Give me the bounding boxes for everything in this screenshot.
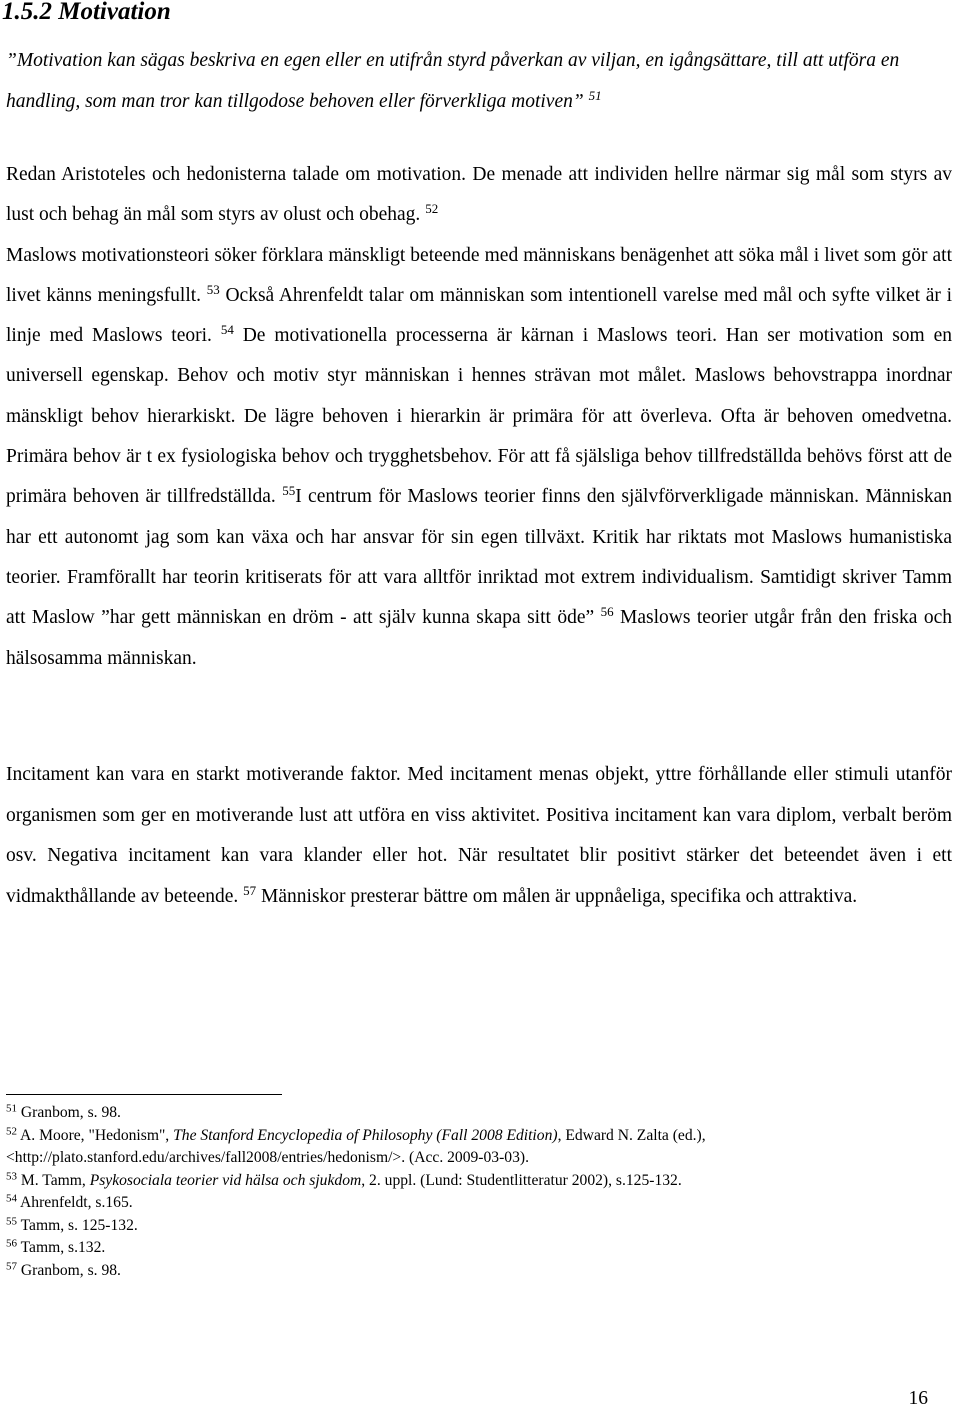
footnote-text: Tamm, s. 125-132. xyxy=(20,1216,138,1234)
footnote-ref-55[interactable]: 55 xyxy=(282,483,296,499)
footnote-ref-56[interactable]: 56 xyxy=(600,604,614,620)
footnote-number: 53 xyxy=(6,1170,17,1182)
footnote-number: 57 xyxy=(6,1260,17,1272)
footnote-text: Granbom, s. 98. xyxy=(20,1261,121,1279)
paragraph-incitament xyxy=(6,755,952,917)
footnote-number: 56 xyxy=(6,1237,17,1250)
footnote-text: Tamm, s.132. xyxy=(20,1239,106,1256)
paragraph-text: Incitament kan vara en starkt motiverande faktor. Med incitament menas objekt, yttre förhållande eller stimuli utanför organismen som ger en motiverande lust att utföra en viss aktivitet. Positiva incitament kan vara diplom, verbalt beröm osv. Negativa incitament kan vara klander eller hot. När resultatet blir positivt stärker det beteendet även i ett vidmakthållande av beteende. xyxy=(6,764,952,907)
paragraph-text: I centrum för Maslows teorier finns den självförverkligade människan. Människan har ett autonomt jag som kan växa och har ansvar för sin egen tillväxt. Kritik har riktats mot Maslows humanistiska teorier. Framförallt har teorin kritiserats för att vara alltför inriktad mot extrem individualism. Samtidigt skriver Tamm att Maslow ”har gett människan en dröm - att själv kunna skapa sitt öde” xyxy=(6,486,952,629)
footnote-51 xyxy=(6,1102,952,1125)
footnote-ref-52[interactable]: 52 xyxy=(425,201,439,217)
footnote-text: , Edward N. Zalta (ed.), xyxy=(557,1126,706,1144)
footnote-text: , 2. uppl. (Lund: Studentlitteratur 2002), s.125-132. xyxy=(361,1171,682,1189)
definition-quote xyxy=(6,40,951,122)
paragraph-text: Människor presterar bättre om målen är uppnåeliga, specifika och attraktiva. xyxy=(261,885,858,907)
footnote-title: Psykosociala teorier vid hälsa och sjukdom xyxy=(89,1171,362,1189)
footnotes xyxy=(6,1102,952,1282)
footnote-ref-57[interactable]: 57 xyxy=(243,882,257,898)
footnote-57 xyxy=(6,1260,952,1283)
footnote-54 xyxy=(6,1192,952,1215)
footnote-number: 52 xyxy=(6,1125,17,1137)
footnote-text: A. Moore, "Hedonism", xyxy=(20,1126,174,1144)
footnote-ref-53[interactable]: 53 xyxy=(206,281,220,297)
paragraph-text: Också Ahrenfeldt talar om människan som intentionell varelse med mål och syfte vilket är i linje med Maslows teori. xyxy=(6,284,953,347)
footnote-text: Ahrenfeldt, s.165. xyxy=(20,1194,133,1211)
paragraph-text: De motivationella processerna är kärnan i Maslows teori. Han ser motivation som en universell egenskap. Behov och motiv styr människan i hennes strävan mot målet. Maslows behovstrappa inordnar mänskligt behov hierarkiskt. De lägre behoven i hierarkin är primära för att överleva. Ofta är behoven omedvetna. Primära behov är t ex fysiologiska behov och trygghetsbehov. För att få själsliga behov tillfredställda behövs först att de primära behoven är tillfredställda. xyxy=(6,325,953,508)
footnote-url[interactable]: <http://plato.stanford.edu/archives/fall2008/entries/hedonism/>. (Acc. 2009-03-03). xyxy=(6,1149,529,1166)
footnote-separator xyxy=(6,1094,282,1095)
footnote-title: The Stanford Encyclopedia of Philosophy (Fall 2008 Edition) xyxy=(173,1126,558,1144)
section-heading: 1.5.2 Motivation xyxy=(2,0,171,25)
paragraph-text: Maslows motivationsteori söker förklara mänskligt beteende med människans benägenhet att söka mål i livet som gör att livet känns meningsfullt. xyxy=(6,244,952,306)
footnote-number: 51 xyxy=(6,1102,17,1115)
footnote-ref-51[interactable]: 51 xyxy=(588,87,602,103)
footnote-number: 55 xyxy=(6,1215,17,1227)
paragraph-aristoteles-maslow xyxy=(6,155,952,679)
footnote-56 xyxy=(6,1237,952,1260)
paragraph-text: Redan Aristoteles och hedonisterna talade om motivation. De menade att individen hellre närmar sig mål som styrs av lust och behag än mål som styrs av olust och obehag. xyxy=(6,164,952,226)
footnote-53 xyxy=(6,1170,952,1193)
footnote-text: Granbom, s. 98. xyxy=(20,1104,121,1121)
paragraph-text: Maslows teorier utgår från den friska och hälsosamma människan. xyxy=(6,607,952,669)
footnote-text: M. Tamm, xyxy=(20,1171,90,1189)
quote-text: ”Motivation kan sägas beskriva en egen eller en utifrån styrd påverkan av viljan, en igångsättare, till att utföra en handling, som man tror kan tillgodose behoven eller förverkliga motiven” xyxy=(6,50,900,112)
footnote-52 xyxy=(6,1125,952,1170)
page-number: 16 xyxy=(908,1388,928,1409)
footnote-55 xyxy=(6,1215,952,1238)
footnote-number: 54 xyxy=(6,1192,17,1205)
footnote-ref-54[interactable]: 54 xyxy=(220,322,234,338)
